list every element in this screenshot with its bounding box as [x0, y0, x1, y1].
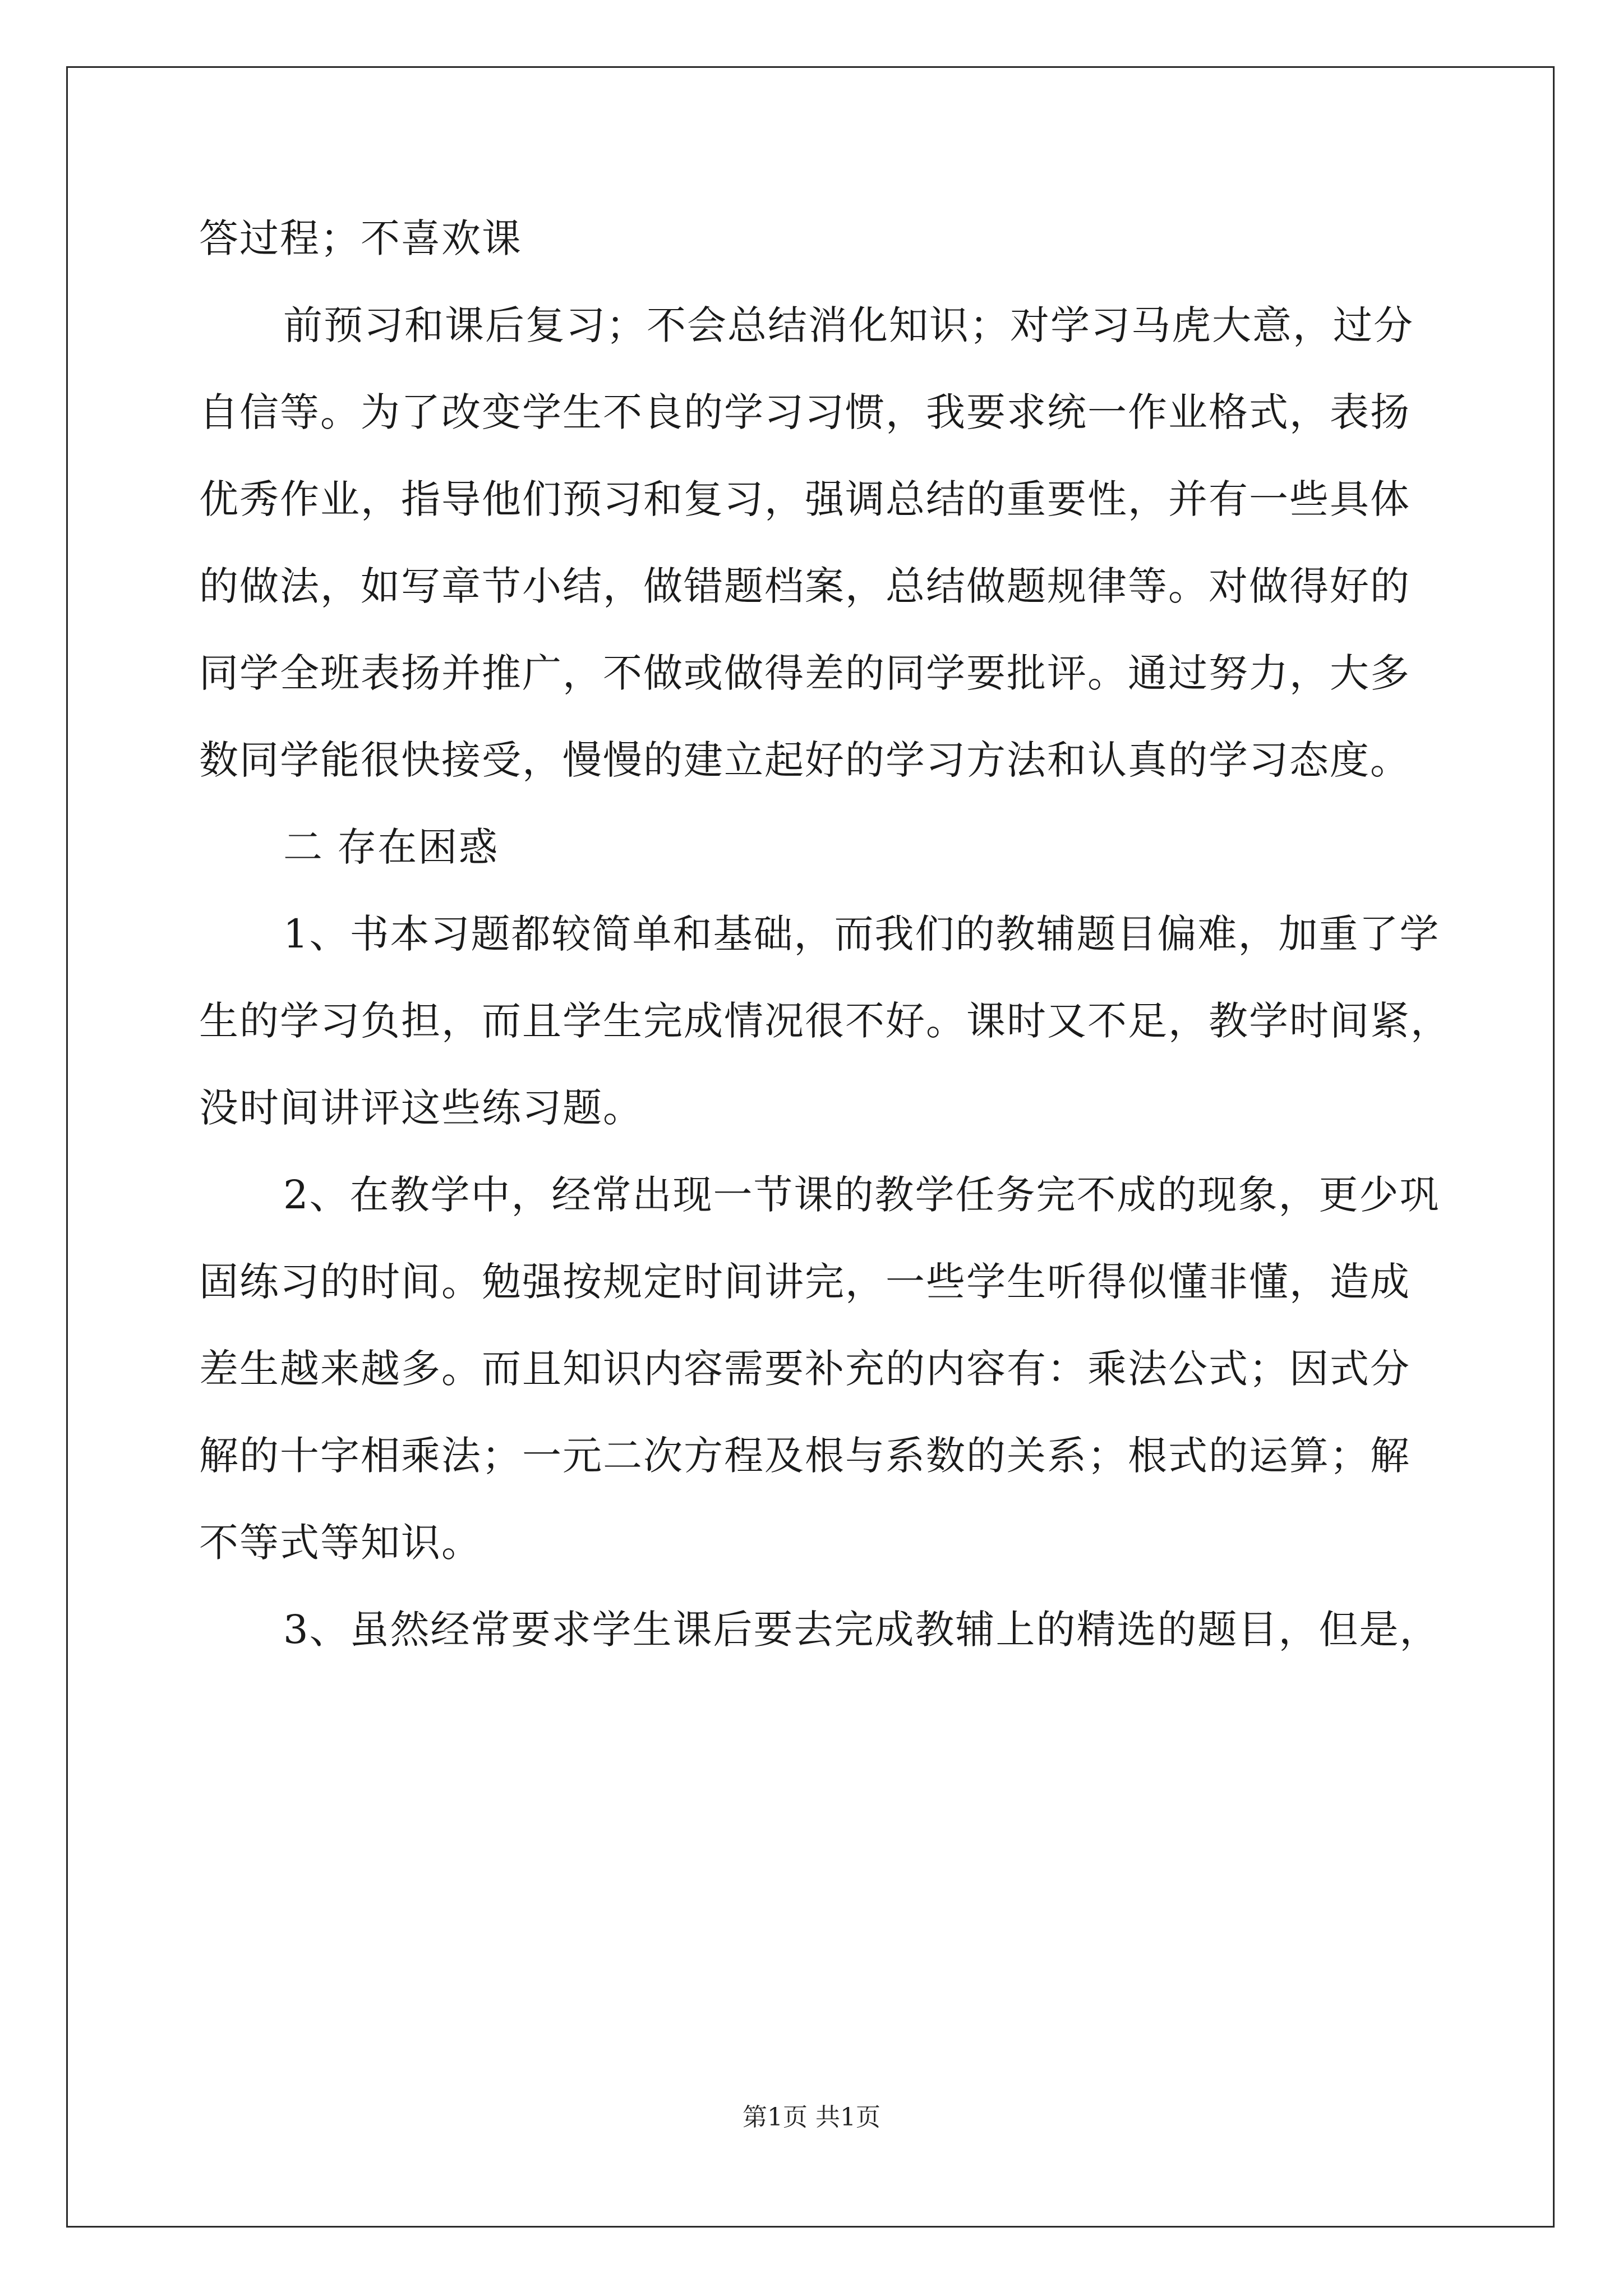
section-heading: 二 存在困惑 — [283, 824, 499, 870]
text-line: 答过程；不喜欢课 — [199, 215, 522, 261]
text-line: 生的学习负担，而且学生完成情况很不好。课时又不足，教学时间紧， — [199, 998, 1451, 1044]
text-line: 差生越来越多。而且知识内容需要补充的内容有：乘法公式；因式分 — [199, 1346, 1410, 1392]
text-line: 1、书本习题都较简单和基础，而我们的教辅题目偏难，加重了学 — [283, 911, 1440, 957]
text-line: 没时间讲评这些练习题。 — [199, 1085, 643, 1131]
text-line: 同学全班表扬并推广，不做或做得差的同学要批评。通过努力，大多 — [199, 650, 1410, 696]
text-line: 优秀作业，指导他们预习和复习，强调总结的重要性，并有一些具体 — [199, 476, 1410, 522]
text-line: 数同学能很快接受，慢慢的建立起好的学习方法和认真的学习态度。 — [199, 737, 1410, 783]
text-line: 2、在教学中，经常出现一节课的教学任务完不成的现象，更少巩 — [283, 1172, 1440, 1218]
text-line: 解的十字相乘法；一元二次方程及根与系数的关系；根式的运算；解 — [199, 1433, 1410, 1479]
text-line: 不等式等知识。 — [199, 1520, 482, 1566]
text-line: 3、虽然经常要求学生课后要去完成教辅上的精选的题目，但是， — [283, 1607, 1440, 1653]
text-line: 的做法，如写章节小结，做错题档案，总结做题规律等。对做得好的 — [199, 563, 1410, 609]
page-number-footer: 第1页 共1页 — [743, 2103, 880, 2132]
text-line: 前预习和课后复习；不会总结消化知识；对学习马虎大意，过分 — [283, 302, 1414, 348]
text-line: 固练习的时间。勉强按规定时间讲完，一些学生听得似懂非懂，造成 — [199, 1259, 1410, 1305]
text-line: 自信等。为了改变学生不良的学习习惯，我要求统一作业格式，表扬 — [199, 389, 1410, 435]
